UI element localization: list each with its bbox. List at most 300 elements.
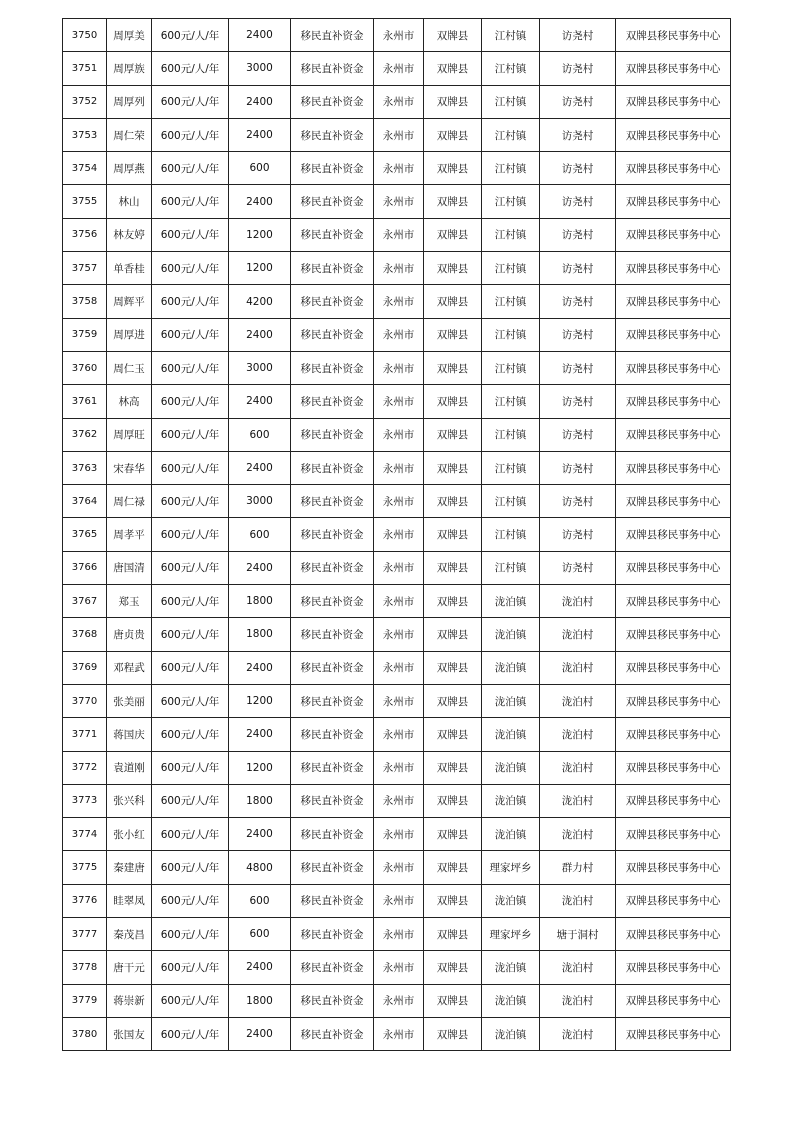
table-row xyxy=(63,252,731,285)
county-cell: 双牌县 xyxy=(424,318,482,351)
recipient-name-cell: 林高 xyxy=(107,385,152,418)
fund-type-cell: 移民直补资金 xyxy=(291,585,374,618)
recipient-name-cell: 张美丽 xyxy=(107,684,152,717)
amount-cell: 2400 xyxy=(229,318,291,351)
fund-type-cell: 移民直补资金 xyxy=(291,85,374,118)
row-number-cell: 3755 xyxy=(63,185,107,218)
table-row xyxy=(63,751,731,784)
city-cell: 永州市 xyxy=(374,118,424,151)
table-row xyxy=(63,285,731,318)
amount-cell: 2400 xyxy=(229,19,291,52)
town-cell: 泷泊镇 xyxy=(482,984,540,1017)
table-row xyxy=(63,451,731,484)
city-cell: 永州市 xyxy=(374,818,424,851)
subsidy-rate-cell: 600元/人/年 xyxy=(152,218,229,251)
agency-cell: 双牌县移民事务中心 xyxy=(616,984,731,1017)
recipient-name-cell: 周厚进 xyxy=(107,318,152,351)
fund-type-cell: 移民直补资金 xyxy=(291,951,374,984)
table-row xyxy=(63,718,731,751)
agency-cell: 双牌县移民事务中心 xyxy=(616,418,731,451)
subsidy-rate-cell: 600元/人/年 xyxy=(152,651,229,684)
row-number-cell: 3759 xyxy=(63,318,107,351)
recipient-name-cell: 郑玉 xyxy=(107,585,152,618)
town-cell: 江村镇 xyxy=(482,385,540,418)
recipient-name-cell: 蒋国庆 xyxy=(107,718,152,751)
city-cell: 永州市 xyxy=(374,651,424,684)
county-cell: 双牌县 xyxy=(424,651,482,684)
agency-cell: 双牌县移民事务中心 xyxy=(616,451,731,484)
row-number-cell: 3764 xyxy=(63,485,107,518)
agency-cell: 双牌县移民事务中心 xyxy=(616,784,731,817)
city-cell: 永州市 xyxy=(374,451,424,484)
amount-cell: 2400 xyxy=(229,451,291,484)
table-row xyxy=(63,618,731,651)
amount-cell: 600 xyxy=(229,418,291,451)
table-row xyxy=(63,851,731,884)
recipient-name-cell: 周厚族 xyxy=(107,52,152,85)
city-cell: 永州市 xyxy=(374,19,424,52)
amount-cell: 2400 xyxy=(229,718,291,751)
county-cell: 双牌县 xyxy=(424,152,482,185)
town-cell: 江村镇 xyxy=(482,185,540,218)
city-cell: 永州市 xyxy=(374,851,424,884)
amount-cell: 2400 xyxy=(229,85,291,118)
county-cell: 双牌县 xyxy=(424,951,482,984)
village-cell: 泷泊村 xyxy=(540,884,616,917)
recipient-name-cell: 周仁荣 xyxy=(107,118,152,151)
fund-type-cell: 移民直补资金 xyxy=(291,52,374,85)
city-cell: 永州市 xyxy=(374,718,424,751)
row-number-cell: 3763 xyxy=(63,451,107,484)
village-cell: 访尧村 xyxy=(540,19,616,52)
village-cell: 泷泊村 xyxy=(540,718,616,751)
city-cell: 永州市 xyxy=(374,52,424,85)
city-cell: 永州市 xyxy=(374,585,424,618)
subsidy-rate-cell: 600元/人/年 xyxy=(152,818,229,851)
amount-cell: 1800 xyxy=(229,784,291,817)
agency-cell: 双牌县移民事务中心 xyxy=(616,152,731,185)
recipient-name-cell: 秦建唐 xyxy=(107,851,152,884)
town-cell: 江村镇 xyxy=(482,518,540,551)
county-cell: 双牌县 xyxy=(424,618,482,651)
subsidy-rate-cell: 600元/人/年 xyxy=(152,551,229,584)
county-cell: 双牌县 xyxy=(424,351,482,384)
amount-cell: 600 xyxy=(229,518,291,551)
county-cell: 双牌县 xyxy=(424,185,482,218)
subsidy-rate-cell: 600元/人/年 xyxy=(152,418,229,451)
village-cell: 访尧村 xyxy=(540,152,616,185)
subsidy-rate-cell: 600元/人/年 xyxy=(152,185,229,218)
subsidy-rate-cell: 600元/人/年 xyxy=(152,518,229,551)
agency-cell: 双牌县移民事务中心 xyxy=(616,551,731,584)
county-cell: 双牌县 xyxy=(424,285,482,318)
row-number-cell: 3773 xyxy=(63,784,107,817)
county-cell: 双牌县 xyxy=(424,518,482,551)
recipient-name-cell: 周辉平 xyxy=(107,285,152,318)
subsidy-roster-table xyxy=(62,18,731,1051)
town-cell: 江村镇 xyxy=(482,218,540,251)
city-cell: 永州市 xyxy=(374,684,424,717)
county-cell: 双牌县 xyxy=(424,451,482,484)
subsidy-rate-cell: 600元/人/年 xyxy=(152,285,229,318)
table-row xyxy=(63,1017,731,1050)
county-cell: 双牌县 xyxy=(424,485,482,518)
row-number-cell: 3756 xyxy=(63,218,107,251)
subsidy-rate-cell: 600元/人/年 xyxy=(152,984,229,1017)
recipient-name-cell: 袁道刚 xyxy=(107,751,152,784)
row-number-cell: 3765 xyxy=(63,518,107,551)
amount-cell: 3000 xyxy=(229,351,291,384)
fund-type-cell: 移民直补资金 xyxy=(291,1017,374,1050)
table-row xyxy=(63,651,731,684)
fund-type-cell: 移民直补资金 xyxy=(291,818,374,851)
subsidy-rate-cell: 600元/人/年 xyxy=(152,751,229,784)
amount-cell: 2400 xyxy=(229,1017,291,1050)
fund-type-cell: 移民直补资金 xyxy=(291,252,374,285)
town-cell: 泷泊镇 xyxy=(482,884,540,917)
row-number-cell: 3751 xyxy=(63,52,107,85)
table-row xyxy=(63,318,731,351)
village-cell: 泷泊村 xyxy=(540,751,616,784)
fund-type-cell: 移民直补资金 xyxy=(291,851,374,884)
recipient-name-cell: 蒋崇新 xyxy=(107,984,152,1017)
row-number-cell: 3778 xyxy=(63,951,107,984)
amount-cell: 3000 xyxy=(229,485,291,518)
town-cell: 泷泊镇 xyxy=(482,585,540,618)
amount-cell: 1200 xyxy=(229,751,291,784)
agency-cell: 双牌县移民事务中心 xyxy=(616,285,731,318)
amount-cell: 1800 xyxy=(229,618,291,651)
recipient-name-cell: 周仁玉 xyxy=(107,351,152,384)
village-cell: 泷泊村 xyxy=(540,618,616,651)
town-cell: 泷泊镇 xyxy=(482,784,540,817)
agency-cell: 双牌县移民事务中心 xyxy=(616,618,731,651)
recipient-name-cell: 唐贞贵 xyxy=(107,618,152,651)
fund-type-cell: 移民直补资金 xyxy=(291,418,374,451)
fund-type-cell: 移民直补资金 xyxy=(291,152,374,185)
village-cell: 访尧村 xyxy=(540,318,616,351)
fund-type-cell: 移民直补资金 xyxy=(291,19,374,52)
town-cell: 江村镇 xyxy=(482,418,540,451)
fund-type-cell: 移民直补资金 xyxy=(291,351,374,384)
fund-type-cell: 移民直补资金 xyxy=(291,185,374,218)
village-cell: 访尧村 xyxy=(540,218,616,251)
county-cell: 双牌县 xyxy=(424,884,482,917)
village-cell: 访尧村 xyxy=(540,351,616,384)
village-cell: 泷泊村 xyxy=(540,784,616,817)
subsidy-rate-cell: 600元/人/年 xyxy=(152,118,229,151)
village-cell: 泷泊村 xyxy=(540,818,616,851)
table-row xyxy=(63,185,731,218)
county-cell: 双牌县 xyxy=(424,19,482,52)
city-cell: 永州市 xyxy=(374,252,424,285)
agency-cell: 双牌县移民事务中心 xyxy=(616,518,731,551)
subsidy-rate-cell: 600元/人/年 xyxy=(152,884,229,917)
fund-type-cell: 移民直补资金 xyxy=(291,918,374,951)
amount-cell: 1200 xyxy=(229,252,291,285)
amount-cell: 1200 xyxy=(229,218,291,251)
town-cell: 江村镇 xyxy=(482,19,540,52)
row-number-cell: 3769 xyxy=(63,651,107,684)
row-number-cell: 3752 xyxy=(63,85,107,118)
village-cell: 访尧村 xyxy=(540,451,616,484)
village-cell: 访尧村 xyxy=(540,252,616,285)
recipient-name-cell: 单香桂 xyxy=(107,252,152,285)
row-number-cell: 3766 xyxy=(63,551,107,584)
subsidy-rate-cell: 600元/人/年 xyxy=(152,684,229,717)
agency-cell: 双牌县移民事务中心 xyxy=(616,485,731,518)
table-row xyxy=(63,418,731,451)
subsidy-rate-cell: 600元/人/年 xyxy=(152,718,229,751)
village-cell: 泷泊村 xyxy=(540,585,616,618)
agency-cell: 双牌县移民事务中心 xyxy=(616,385,731,418)
agency-cell: 双牌县移民事务中心 xyxy=(616,318,731,351)
city-cell: 永州市 xyxy=(374,784,424,817)
amount-cell: 1800 xyxy=(229,585,291,618)
fund-type-cell: 移民直补资金 xyxy=(291,684,374,717)
city-cell: 永州市 xyxy=(374,551,424,584)
county-cell: 双牌县 xyxy=(424,52,482,85)
subsidy-rate-cell: 600元/人/年 xyxy=(152,485,229,518)
town-cell: 理家坪乡 xyxy=(482,918,540,951)
city-cell: 永州市 xyxy=(374,318,424,351)
agency-cell: 双牌县移民事务中心 xyxy=(616,185,731,218)
town-cell: 江村镇 xyxy=(482,351,540,384)
town-cell: 江村镇 xyxy=(482,451,540,484)
village-cell: 群力村 xyxy=(540,851,616,884)
county-cell: 双牌县 xyxy=(424,684,482,717)
subsidy-rate-cell: 600元/人/年 xyxy=(152,918,229,951)
amount-cell: 600 xyxy=(229,884,291,917)
town-cell: 泷泊镇 xyxy=(482,751,540,784)
row-number-cell: 3780 xyxy=(63,1017,107,1050)
fund-type-cell: 移民直补资金 xyxy=(291,451,374,484)
agency-cell: 双牌县移民事务中心 xyxy=(616,585,731,618)
row-number-cell: 3754 xyxy=(63,152,107,185)
amount-cell: 3000 xyxy=(229,52,291,85)
town-cell: 泷泊镇 xyxy=(482,718,540,751)
recipient-name-cell: 周厚列 xyxy=(107,85,152,118)
row-number-cell: 3761 xyxy=(63,385,107,418)
table-row xyxy=(63,818,731,851)
agency-cell: 双牌县移民事务中心 xyxy=(616,751,731,784)
county-cell: 双牌县 xyxy=(424,118,482,151)
city-cell: 永州市 xyxy=(374,518,424,551)
agency-cell: 双牌县移民事务中心 xyxy=(616,918,731,951)
row-number-cell: 3768 xyxy=(63,618,107,651)
county-cell: 双牌县 xyxy=(424,252,482,285)
fund-type-cell: 移民直补资金 xyxy=(291,551,374,584)
table-row xyxy=(63,884,731,917)
subsidy-rate-cell: 600元/人/年 xyxy=(152,385,229,418)
county-cell: 双牌县 xyxy=(424,818,482,851)
row-number-cell: 3770 xyxy=(63,684,107,717)
fund-type-cell: 移民直补资金 xyxy=(291,485,374,518)
table-row xyxy=(63,152,731,185)
city-cell: 永州市 xyxy=(374,1017,424,1050)
recipient-name-cell: 唐干元 xyxy=(107,951,152,984)
subsidy-rate-cell: 600元/人/年 xyxy=(152,318,229,351)
fund-type-cell: 移民直补资金 xyxy=(291,518,374,551)
village-cell: 塘于洞村 xyxy=(540,918,616,951)
city-cell: 永州市 xyxy=(374,951,424,984)
city-cell: 永州市 xyxy=(374,185,424,218)
row-number-cell: 3772 xyxy=(63,751,107,784)
town-cell: 泷泊镇 xyxy=(482,684,540,717)
amount-cell: 2400 xyxy=(229,385,291,418)
town-cell: 江村镇 xyxy=(482,152,540,185)
fund-type-cell: 移民直补资金 xyxy=(291,385,374,418)
row-number-cell: 3757 xyxy=(63,252,107,285)
county-cell: 双牌县 xyxy=(424,85,482,118)
subsidy-rate-cell: 600元/人/年 xyxy=(152,951,229,984)
agency-cell: 双牌县移民事务中心 xyxy=(616,651,731,684)
county-cell: 双牌县 xyxy=(424,585,482,618)
county-cell: 双牌县 xyxy=(424,784,482,817)
fund-type-cell: 移民直补资金 xyxy=(291,285,374,318)
county-cell: 双牌县 xyxy=(424,851,482,884)
town-cell: 泷泊镇 xyxy=(482,618,540,651)
roster-body xyxy=(63,19,731,1051)
row-number-cell: 3776 xyxy=(63,884,107,917)
row-number-cell: 3774 xyxy=(63,818,107,851)
table-row xyxy=(63,485,731,518)
amount-cell: 4800 xyxy=(229,851,291,884)
table-row xyxy=(63,585,731,618)
amount-cell: 2400 xyxy=(229,118,291,151)
table-row xyxy=(63,118,731,151)
fund-type-cell: 移民直补资金 xyxy=(291,318,374,351)
city-cell: 永州市 xyxy=(374,385,424,418)
table-row xyxy=(63,518,731,551)
village-cell: 访尧村 xyxy=(540,285,616,318)
city-cell: 永州市 xyxy=(374,618,424,651)
town-cell: 江村镇 xyxy=(482,85,540,118)
table-row xyxy=(63,984,731,1017)
county-cell: 双牌县 xyxy=(424,984,482,1017)
agency-cell: 双牌县移民事务中心 xyxy=(616,218,731,251)
city-cell: 永州市 xyxy=(374,351,424,384)
town-cell: 江村镇 xyxy=(482,285,540,318)
recipient-name-cell: 周厚美 xyxy=(107,19,152,52)
city-cell: 永州市 xyxy=(374,285,424,318)
town-cell: 江村镇 xyxy=(482,485,540,518)
subsidy-rate-cell: 600元/人/年 xyxy=(152,1017,229,1050)
agency-cell: 双牌县移民事务中心 xyxy=(616,718,731,751)
recipient-name-cell: 张国友 xyxy=(107,1017,152,1050)
agency-cell: 双牌县移民事务中心 xyxy=(616,851,731,884)
village-cell: 泷泊村 xyxy=(540,951,616,984)
town-cell: 江村镇 xyxy=(482,118,540,151)
county-cell: 双牌县 xyxy=(424,418,482,451)
table-row xyxy=(63,385,731,418)
village-cell: 泷泊村 xyxy=(540,651,616,684)
row-number-cell: 3753 xyxy=(63,118,107,151)
city-cell: 永州市 xyxy=(374,485,424,518)
town-cell: 江村镇 xyxy=(482,52,540,85)
county-cell: 双牌县 xyxy=(424,551,482,584)
row-number-cell: 3760 xyxy=(63,351,107,384)
agency-cell: 双牌县移民事务中心 xyxy=(616,1017,731,1050)
row-number-cell: 3762 xyxy=(63,418,107,451)
amount-cell: 2400 xyxy=(229,818,291,851)
city-cell: 永州市 xyxy=(374,218,424,251)
table-row xyxy=(63,52,731,85)
subsidy-rate-cell: 600元/人/年 xyxy=(152,618,229,651)
town-cell: 泷泊镇 xyxy=(482,651,540,684)
subsidy-rate-cell: 600元/人/年 xyxy=(152,451,229,484)
village-cell: 访尧村 xyxy=(540,518,616,551)
agency-cell: 双牌县移民事务中心 xyxy=(616,19,731,52)
table-row xyxy=(63,684,731,717)
agency-cell: 双牌县移民事务中心 xyxy=(616,252,731,285)
city-cell: 永州市 xyxy=(374,85,424,118)
amount-cell: 2400 xyxy=(229,951,291,984)
amount-cell: 600 xyxy=(229,918,291,951)
city-cell: 永州市 xyxy=(374,418,424,451)
table-row xyxy=(63,951,731,984)
village-cell: 访尧村 xyxy=(540,118,616,151)
subsidy-rate-cell: 600元/人/年 xyxy=(152,351,229,384)
town-cell: 江村镇 xyxy=(482,252,540,285)
recipient-name-cell: 唐国清 xyxy=(107,551,152,584)
recipient-name-cell: 周仁禄 xyxy=(107,485,152,518)
recipient-name-cell: 周孝平 xyxy=(107,518,152,551)
agency-cell: 双牌县移民事务中心 xyxy=(616,818,731,851)
recipient-name-cell: 宋春华 xyxy=(107,451,152,484)
amount-cell: 2400 xyxy=(229,651,291,684)
agency-cell: 双牌县移民事务中心 xyxy=(616,951,731,984)
city-cell: 永州市 xyxy=(374,751,424,784)
fund-type-cell: 移民直补资金 xyxy=(291,118,374,151)
amount-cell: 1200 xyxy=(229,684,291,717)
subsidy-rate-cell: 600元/人/年 xyxy=(152,152,229,185)
row-number-cell: 3767 xyxy=(63,585,107,618)
recipient-name-cell: 周厚燕 xyxy=(107,152,152,185)
fund-type-cell: 移民直补资金 xyxy=(291,984,374,1017)
table-row xyxy=(63,85,731,118)
recipient-name-cell: 邓程武 xyxy=(107,651,152,684)
city-cell: 永州市 xyxy=(374,884,424,917)
recipient-name-cell: 张兴科 xyxy=(107,784,152,817)
recipient-name-cell: 周厚旺 xyxy=(107,418,152,451)
village-cell: 泷泊村 xyxy=(540,1017,616,1050)
subsidy-rate-cell: 600元/人/年 xyxy=(152,252,229,285)
fund-type-cell: 移民直补资金 xyxy=(291,718,374,751)
row-number-cell: 3771 xyxy=(63,718,107,751)
town-cell: 泷泊镇 xyxy=(482,1017,540,1050)
village-cell: 访尧村 xyxy=(540,551,616,584)
subsidy-rate-cell: 600元/人/年 xyxy=(152,784,229,817)
amount-cell: 4200 xyxy=(229,285,291,318)
village-cell: 泷泊村 xyxy=(540,984,616,1017)
agency-cell: 双牌县移民事务中心 xyxy=(616,684,731,717)
city-cell: 永州市 xyxy=(374,984,424,1017)
town-cell: 泷泊镇 xyxy=(482,951,540,984)
subsidy-rate-cell: 600元/人/年 xyxy=(152,52,229,85)
county-cell: 双牌县 xyxy=(424,751,482,784)
row-number-cell: 3775 xyxy=(63,851,107,884)
town-cell: 泷泊镇 xyxy=(482,818,540,851)
row-number-cell: 3750 xyxy=(63,19,107,52)
recipient-name-cell: 眭翠凤 xyxy=(107,884,152,917)
amount-cell: 2400 xyxy=(229,185,291,218)
subsidy-rate-cell: 600元/人/年 xyxy=(152,851,229,884)
agency-cell: 双牌县移民事务中心 xyxy=(616,85,731,118)
fund-type-cell: 移民直补资金 xyxy=(291,784,374,817)
fund-type-cell: 移民直补资金 xyxy=(291,751,374,784)
county-cell: 双牌县 xyxy=(424,1017,482,1050)
